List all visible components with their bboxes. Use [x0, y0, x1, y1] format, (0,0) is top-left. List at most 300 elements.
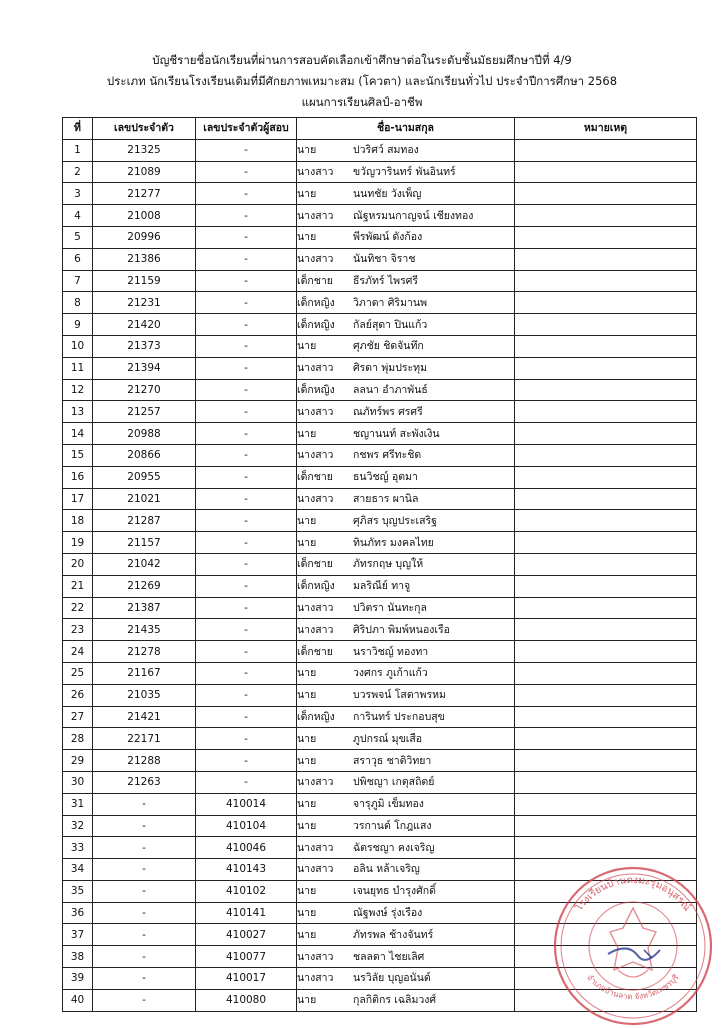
cell-student-id: -: [93, 859, 196, 881]
table-row: [63, 510, 697, 532]
name-fullname: ปวริศว์ สมทอง: [353, 144, 419, 157]
name-title: นาย: [297, 340, 317, 353]
cell-student-id: -: [93, 837, 196, 859]
cell-name: [297, 444, 515, 466]
cell-student-id: 21089: [93, 161, 196, 183]
cell-exam-id: 410077: [196, 946, 297, 968]
cell-student-id: 21435: [93, 619, 196, 641]
name-fullname: ภัทรพล ช้างจันทร์: [353, 928, 434, 941]
name-title: นางสาว: [297, 841, 334, 854]
cell-remark: [515, 750, 697, 772]
cell-exam-id: -: [196, 205, 297, 227]
cell-name: [297, 728, 515, 750]
cell-remark: [515, 597, 697, 619]
cell-exam-id: -: [196, 401, 297, 423]
cell-remark: [515, 532, 697, 554]
name-fullname: ศิรดา พุ่มประทุม: [353, 362, 427, 375]
cell-no: 10: [63, 335, 93, 357]
cell-no: 15: [63, 444, 93, 466]
cell-no: 5: [63, 226, 93, 248]
table-row: [63, 575, 697, 597]
header-line-3: แผนการเรียนศิลป์-อาชีพ: [301, 95, 423, 109]
cell-no: 12: [63, 379, 93, 401]
cell-name: [297, 183, 515, 205]
name-fullname: สราวุธ ชาติวิทยา: [353, 754, 432, 767]
name-title: นาย: [297, 798, 317, 811]
cell-no: 23: [63, 619, 93, 641]
cell-exam-id: 410017: [196, 968, 297, 990]
cell-exam-id: -: [196, 183, 297, 205]
cell-exam-id: -: [196, 139, 297, 161]
cell-student-id: 21325: [93, 139, 196, 161]
name-fullname: บวรพจน์ โสดาพรหม: [353, 689, 446, 702]
name-fullname: ศุภิสร บุญประเสริฐ: [353, 514, 437, 527]
cell-exam-id: -: [196, 379, 297, 401]
cell-name: [297, 466, 515, 488]
cell-name: [297, 750, 515, 772]
cell-name: [297, 139, 515, 161]
cell-remark: [515, 335, 697, 357]
name-title: นางสาว: [297, 165, 334, 178]
cell-student-id: 21386: [93, 248, 196, 270]
cell-student-id: 21042: [93, 553, 196, 575]
table-row: [63, 292, 697, 314]
cell-name: [297, 248, 515, 270]
table-row: [63, 161, 697, 183]
cell-student-id: -: [93, 902, 196, 924]
cell-remark: [515, 771, 697, 793]
name-title: เด็กหญิง: [297, 318, 335, 331]
cell-exam-id: -: [196, 357, 297, 379]
column-header-no: ที่: [63, 118, 93, 140]
cell-no: 22: [63, 597, 93, 619]
cell-exam-id: 410027: [196, 924, 297, 946]
name-title: นาย: [297, 689, 317, 702]
name-fullname: นันทิชา จิราช: [353, 253, 416, 266]
cell-name: [297, 357, 515, 379]
name-fullname: กชพร ศรีทะชิด: [353, 449, 422, 462]
cell-name: [297, 597, 515, 619]
cell-no: 29: [63, 750, 93, 772]
table-row: [63, 226, 697, 248]
cell-no: 26: [63, 684, 93, 706]
cell-exam-id: -: [196, 335, 297, 357]
cell-student-id: 21257: [93, 401, 196, 423]
table-row: [63, 335, 697, 357]
cell-exam-id: -: [196, 270, 297, 292]
cell-no: 37: [63, 924, 93, 946]
table-row: [63, 837, 697, 859]
name-title: นาย: [297, 514, 317, 527]
name-fullname: วรกานต์ โกฎแสง: [353, 819, 432, 832]
cell-no: 25: [63, 662, 93, 684]
name-title: นาย: [297, 231, 317, 244]
name-title: เด็กหญิง: [297, 383, 335, 396]
cell-no: 16: [63, 466, 93, 488]
cell-no: 20: [63, 553, 93, 575]
cell-student-id: 21008: [93, 205, 196, 227]
name-title: นางสาว: [297, 623, 334, 636]
name-fullname: เจนยุทธ บำรุงศักดิ์: [353, 885, 436, 898]
cell-no: 1: [63, 139, 93, 161]
cell-exam-id: -: [196, 641, 297, 663]
name-fullname: สายธาร ผานิล: [353, 492, 419, 505]
cell-exam-id: -: [196, 771, 297, 793]
cell-exam-id: 410102: [196, 880, 297, 902]
cell-exam-id: -: [196, 728, 297, 750]
cell-name: [297, 292, 515, 314]
cell-remark: [515, 292, 697, 314]
cell-exam-id: 410080: [196, 989, 297, 1011]
cell-exam-id: -: [196, 706, 297, 728]
name-fullname: กัลย์สุดา ปินแก้ว: [353, 318, 428, 331]
name-title: นาย: [297, 187, 317, 200]
table-row: [63, 466, 697, 488]
name-title: เด็กชาย: [297, 645, 333, 658]
cell-name: [297, 532, 515, 554]
cell-no: 21: [63, 575, 93, 597]
table-row: [63, 641, 697, 663]
table-row: [63, 793, 697, 815]
cell-remark: [515, 553, 697, 575]
cell-exam-id: -: [196, 750, 297, 772]
table-row: [63, 401, 697, 423]
cell-remark: [515, 837, 697, 859]
cell-no: 40: [63, 989, 93, 1011]
table-row: [63, 771, 697, 793]
cell-exam-id: 410046: [196, 837, 297, 859]
cell-student-id: 21159: [93, 270, 196, 292]
name-fullname: นราวิชญ์ ทองทา: [353, 645, 429, 658]
cell-student-id: 20988: [93, 423, 196, 445]
name-fullname: พีรพัฒน์ ดังก้อง: [353, 231, 423, 244]
cell-no: 6: [63, 248, 93, 270]
cell-no: 30: [63, 771, 93, 793]
name-title: นาย: [297, 928, 317, 941]
cell-student-id: 21157: [93, 532, 196, 554]
cell-name: [297, 619, 515, 641]
cell-student-id: 20955: [93, 466, 196, 488]
name-fullname: ฉัตรชญา คงเจริญ: [353, 841, 435, 854]
cell-student-id: -: [93, 793, 196, 815]
cell-remark: [515, 641, 697, 663]
name-fullname: วงศกร ภูเก้าแก้ว: [353, 667, 428, 680]
cell-name: [297, 924, 515, 946]
cell-exam-id: -: [196, 510, 297, 532]
cell-name: [297, 401, 515, 423]
table-row: [63, 270, 697, 292]
name-title: นาย: [297, 885, 317, 898]
cell-student-id: 21035: [93, 684, 196, 706]
name-title: นางสาว: [297, 362, 334, 375]
cell-name: [297, 205, 515, 227]
cell-student-id: -: [93, 880, 196, 902]
cell-exam-id: -: [196, 553, 297, 575]
cell-remark: [515, 314, 697, 336]
cell-name: [297, 946, 515, 968]
cell-remark: [515, 161, 697, 183]
cell-no: 34: [63, 859, 93, 881]
table-row: [63, 553, 697, 575]
cell-name: [297, 837, 515, 859]
cell-remark: [515, 728, 697, 750]
table-row: [63, 750, 697, 772]
name-title: นาย: [297, 819, 317, 832]
name-title: นางสาว: [297, 776, 334, 789]
cell-student-id: -: [93, 968, 196, 990]
name-title: นางสาว: [297, 492, 334, 505]
name-fullname: จารุภูมิ เข็มทอง: [353, 798, 424, 811]
table-row: [63, 684, 697, 706]
name-title: นางสาว: [297, 253, 334, 266]
cell-student-id: 21263: [93, 771, 196, 793]
name-title: นาย: [297, 536, 317, 549]
cell-remark: [515, 401, 697, 423]
cell-name: [297, 226, 515, 248]
cell-exam-id: -: [196, 575, 297, 597]
cell-no: 14: [63, 423, 93, 445]
cell-student-id: -: [93, 924, 196, 946]
cell-no: 18: [63, 510, 93, 532]
name-title: นาย: [297, 907, 317, 920]
cell-no: 39: [63, 968, 93, 990]
name-title: เด็กหญิง: [297, 580, 335, 593]
cell-remark: [515, 684, 697, 706]
cell-name: [297, 379, 515, 401]
table-header-row: [63, 118, 697, 140]
column-header-name: ชื่อ-นามสกุล: [297, 118, 515, 140]
cell-exam-id: -: [196, 619, 297, 641]
cell-name: [297, 968, 515, 990]
cell-exam-id: -: [196, 466, 297, 488]
column-header-remark: หมายเหตุ: [515, 118, 697, 140]
cell-student-id: -: [93, 989, 196, 1011]
cell-remark: [515, 466, 697, 488]
cell-student-id: 22171: [93, 728, 196, 750]
cell-remark: [515, 575, 697, 597]
name-fullname: อลิน หล้าเจริญ: [353, 863, 420, 876]
cell-student-id: 21278: [93, 641, 196, 663]
cell-name: [297, 553, 515, 575]
cell-student-id: 21288: [93, 750, 196, 772]
name-fullname: ธีรภัทร์ ไพรศรี: [353, 274, 419, 287]
cell-name: [297, 684, 515, 706]
cell-exam-id: -: [196, 314, 297, 336]
cell-exam-id: 410141: [196, 902, 297, 924]
cell-student-id: 20866: [93, 444, 196, 466]
name-title: นาย: [297, 754, 317, 767]
cell-remark: [515, 444, 697, 466]
table-row: [63, 597, 697, 619]
cell-remark: [515, 357, 697, 379]
cell-name: [297, 859, 515, 881]
name-title: นาย: [297, 667, 317, 680]
name-fullname: ปวิตรา นันทะกุล: [353, 601, 427, 614]
cell-name: [297, 880, 515, 902]
name-title: นางสาว: [297, 950, 334, 963]
cell-no: 31: [63, 793, 93, 815]
cell-student-id: 21394: [93, 357, 196, 379]
cell-no: 28: [63, 728, 93, 750]
header-line-2: ประเภท นักเรียนโรงเรียนเดิมที่มีศักยภาพเหมาะสม (โควตา) และนักเรียนทั่วไป ประจำปีการศึกษา 2568: [106, 74, 618, 88]
cell-remark: [515, 619, 697, 641]
cell-student-id: 21287: [93, 510, 196, 532]
cell-remark: [515, 510, 697, 532]
cell-name: [297, 314, 515, 336]
cell-name: [297, 815, 515, 837]
cell-no: 2: [63, 161, 93, 183]
cell-remark: [515, 205, 697, 227]
column-header-exam-id: เลขประจำตัวผู้สอบ: [196, 118, 297, 140]
cell-no: 24: [63, 641, 93, 663]
cell-no: 33: [63, 837, 93, 859]
name-title: นางสาว: [297, 209, 334, 222]
cell-student-id: 21021: [93, 488, 196, 510]
cell-remark: [515, 423, 697, 445]
name-title: เด็กชาย: [297, 558, 333, 571]
cell-student-id: 21270: [93, 379, 196, 401]
name-title: เด็กชาย: [297, 471, 333, 484]
cell-remark: [515, 488, 697, 510]
cell-remark: [515, 662, 697, 684]
cell-student-id: 21420: [93, 314, 196, 336]
name-fullname: ปพิชญา เกตุสถิตย์: [353, 776, 435, 789]
name-title: นาย: [297, 427, 317, 440]
table-row: [63, 248, 697, 270]
cell-name: [297, 161, 515, 183]
cell-student-id: -: [93, 815, 196, 837]
table-row: [63, 183, 697, 205]
name-fullname: ลลนา อำภาพันธ์: [353, 383, 428, 396]
cell-no: 19: [63, 532, 93, 554]
cell-no: 17: [63, 488, 93, 510]
name-title: นางสาว: [297, 863, 334, 876]
name-fullname: ทินภัทร มงคลไทย: [353, 536, 434, 549]
cell-no: 27: [63, 706, 93, 728]
name-fullname: การินทร์ ประกอบสุข: [353, 710, 445, 723]
cell-student-id: -: [93, 946, 196, 968]
name-fullname: นรวิลัย บุญอนันต์: [353, 972, 431, 985]
cell-exam-id: -: [196, 488, 297, 510]
document-header: [0, 50, 724, 113]
name-fullname: ชลลดา ไชยเลิศ: [353, 950, 425, 963]
column-header-student-id: เลขประจำตัว: [93, 118, 196, 140]
cell-exam-id: -: [196, 444, 297, 466]
name-title: นาย: [297, 732, 317, 745]
table-row: [63, 815, 697, 837]
table-row: [63, 314, 697, 336]
name-title: นางสาว: [297, 449, 334, 462]
cell-student-id: 21277: [93, 183, 196, 205]
name-fullname: ณัฐพงษ์ รุ่งเรือง: [353, 907, 423, 920]
name-fullname: วิภาดา ศิริมานพ: [353, 296, 427, 309]
cell-exam-id: 410014: [196, 793, 297, 815]
cell-exam-id: -: [196, 248, 297, 270]
name-title: นางสาว: [297, 972, 334, 985]
table-row: [63, 488, 697, 510]
name-title: นางสาว: [297, 405, 334, 418]
cell-exam-id: -: [196, 226, 297, 248]
cell-student-id: 21421: [93, 706, 196, 728]
cell-name: [297, 575, 515, 597]
cell-no: 4: [63, 205, 93, 227]
cell-no: 35: [63, 880, 93, 902]
name-fullname: มลริณีย์ ทาจู: [353, 580, 411, 593]
table-row: [63, 662, 697, 684]
table-row: [63, 532, 697, 554]
name-fullname: ชญานนท์ สะพังเงิน: [353, 427, 440, 440]
name-title: นาย: [297, 144, 317, 157]
name-fullname: กุลกิติกร เฉลิมวงศ์: [353, 994, 437, 1007]
table-row: [63, 444, 697, 466]
cell-no: 11: [63, 357, 93, 379]
name-fullname: ศุภชัย ชิดจันทึก: [353, 340, 424, 353]
cell-remark: [515, 379, 697, 401]
cell-name: [297, 270, 515, 292]
cell-remark: [515, 226, 697, 248]
cell-name: [297, 641, 515, 663]
cell-exam-id: -: [196, 423, 297, 445]
name-title: นางสาว: [297, 601, 334, 614]
cell-exam-id: -: [196, 597, 297, 619]
cell-no: 32: [63, 815, 93, 837]
name-title: เด็กหญิง: [297, 296, 335, 309]
seal-text-bottom: อำเภอบ้านลาด จังหวัดเพชรบุรี: [585, 972, 681, 1002]
cell-name: [297, 423, 515, 445]
cell-student-id: 21231: [93, 292, 196, 314]
name-title: นาย: [297, 994, 317, 1007]
name-fullname: ณัฐหรมนกาญจน์ เชียงทอง: [353, 209, 474, 222]
cell-no: 8: [63, 292, 93, 314]
cell-no: 7: [63, 270, 93, 292]
cell-remark: [515, 248, 697, 270]
cell-name: [297, 902, 515, 924]
name-fullname: นนทชัย วังเพ็ญ: [353, 187, 422, 200]
name-title: เด็กหญิง: [297, 710, 335, 723]
cell-remark: [515, 815, 697, 837]
name-fullname: ณภัทร์พร ศรศรี: [353, 405, 423, 418]
cell-student-id: 21167: [93, 662, 196, 684]
cell-name: [297, 488, 515, 510]
cell-name: [297, 706, 515, 728]
table-row: [63, 728, 697, 750]
table-row: [63, 706, 697, 728]
name-fullname: ภูปกรณ์ มุขเสือ: [353, 732, 423, 745]
cell-exam-id: -: [196, 684, 297, 706]
cell-no: 3: [63, 183, 93, 205]
cell-no: 36: [63, 902, 93, 924]
table-row: [63, 423, 697, 445]
cell-exam-id: 410104: [196, 815, 297, 837]
school-seal-stamp: [548, 858, 718, 1028]
cell-name: [297, 793, 515, 815]
cell-exam-id: 410143: [196, 859, 297, 881]
cell-student-id: 21387: [93, 597, 196, 619]
cell-student-id: 21269: [93, 575, 196, 597]
cell-name: [297, 510, 515, 532]
cell-name: [297, 989, 515, 1011]
cell-no: 13: [63, 401, 93, 423]
name-fullname: ธนวิชญ์ อุตมา: [353, 471, 418, 484]
table-row: [63, 139, 697, 161]
seal-text-top: โรงเรียนบ้านดงมะรุมอนุสรณ์: [573, 874, 693, 914]
cell-exam-id: -: [196, 662, 297, 684]
cell-student-id: 21373: [93, 335, 196, 357]
cell-no: 38: [63, 946, 93, 968]
cell-exam-id: -: [196, 161, 297, 183]
cell-remark: [515, 183, 697, 205]
name-fullname: ภัทรกฤษ บุญให้: [353, 558, 424, 571]
